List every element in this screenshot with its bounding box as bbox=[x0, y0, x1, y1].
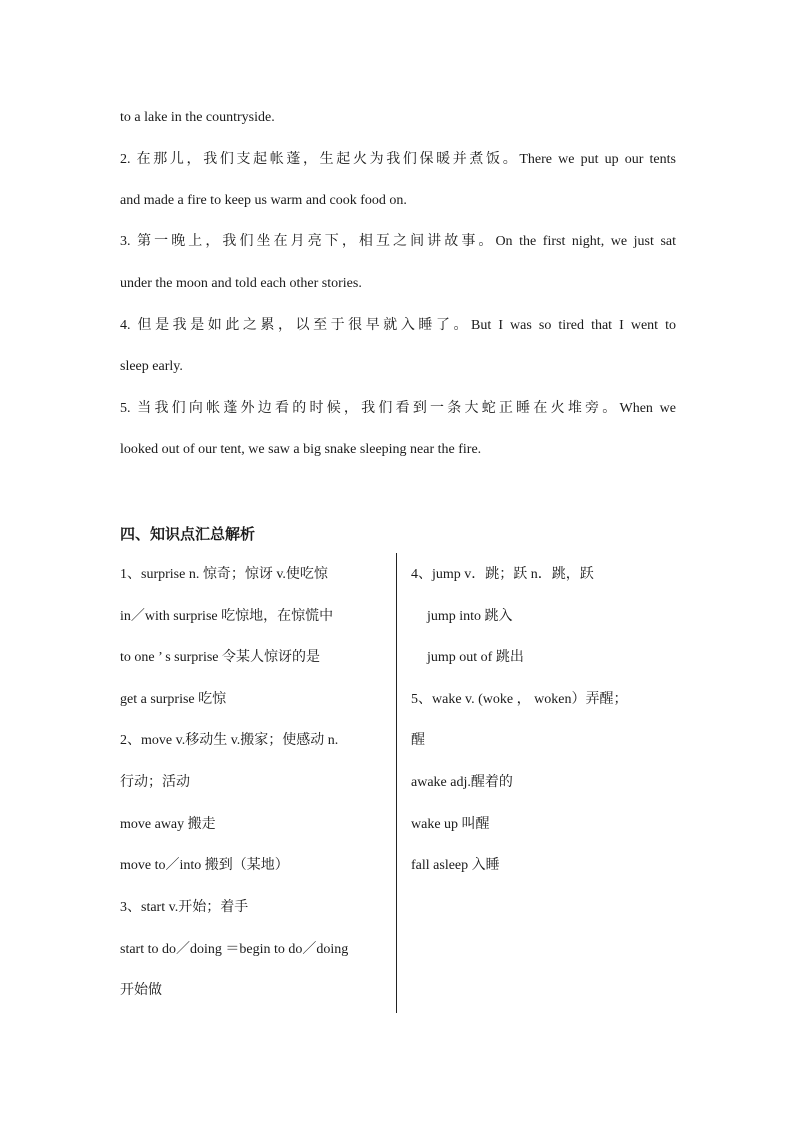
left-item-5: 2、move v.移动生 v.搬家；使感动 n. bbox=[120, 733, 339, 748]
left-item-11: 开始做 bbox=[120, 983, 162, 998]
right-item-5: 醒 bbox=[411, 733, 425, 748]
right-item-1: 4、jump v．跳；跃 n．跳，跃 bbox=[411, 567, 594, 582]
right-item-7: wake up 叫醒 bbox=[411, 817, 490, 832]
column-divider bbox=[396, 553, 397, 1013]
sentence-line-4: 3. 第一晚上，我们坐在月亮下，相互之间讲故事。On the first night, we just sat bbox=[120, 234, 676, 249]
sentence-line-7: sleep early. bbox=[120, 359, 183, 374]
sentence-line-6: 4. 但是我是如此之累，以至于很早就入睡了。But I was so tired that I went to bbox=[120, 318, 676, 333]
sentence-line-8: 5. 当我们向帐蓬外边看的时候，我们看到一条大蛇正睡在火堆旁。When we bbox=[120, 401, 676, 416]
left-item-8: move to／into 搬到（某地） bbox=[120, 858, 289, 873]
left-item-10: start to do／doing ＝begin to do／doing bbox=[120, 942, 349, 957]
sentence-line-2: 2. 在那儿，我们支起帐蓬，生起火为我们保暖并煮饭。There we put up our tents bbox=[120, 152, 676, 167]
left-item-6: 行动；活动 bbox=[120, 775, 190, 790]
left-item-1: 1、surprise n. 惊奇；惊讶 v.使吃惊 bbox=[120, 567, 328, 582]
sentence-line-1: to a lake in the countryside. bbox=[120, 110, 275, 125]
left-item-7: move away 搬走 bbox=[120, 817, 216, 832]
left-item-9: 3、start v.开始；着手 bbox=[120, 900, 249, 915]
left-item-3: to one ’ s surprise 令某人惊讶的是 bbox=[120, 650, 320, 665]
right-item-6: awake adj.醒着的 bbox=[411, 775, 513, 790]
section-title: 四、知识点汇总解析 bbox=[120, 525, 256, 543]
right-item-3: jump out of 跳出 bbox=[427, 650, 524, 665]
right-item-8: fall asleep 入睡 bbox=[411, 858, 500, 873]
left-item-2: in／with surprise 吃惊地，在惊慌中 bbox=[120, 609, 334, 624]
sentence-line-9: looked out of our tent, we saw a big snake sleeping near the fire. bbox=[120, 442, 482, 457]
sentence-line-5: under the moon and told each other stories. bbox=[120, 276, 362, 291]
right-item-2: jump into 跳入 bbox=[427, 609, 513, 624]
sentence-line-3: and made a fire to keep us warm and cook food on. bbox=[120, 193, 407, 208]
left-item-4: get a surprise 吃惊 bbox=[120, 692, 227, 707]
right-item-4: 5、wake v. (woke ， woken）弄醒； bbox=[411, 692, 628, 707]
